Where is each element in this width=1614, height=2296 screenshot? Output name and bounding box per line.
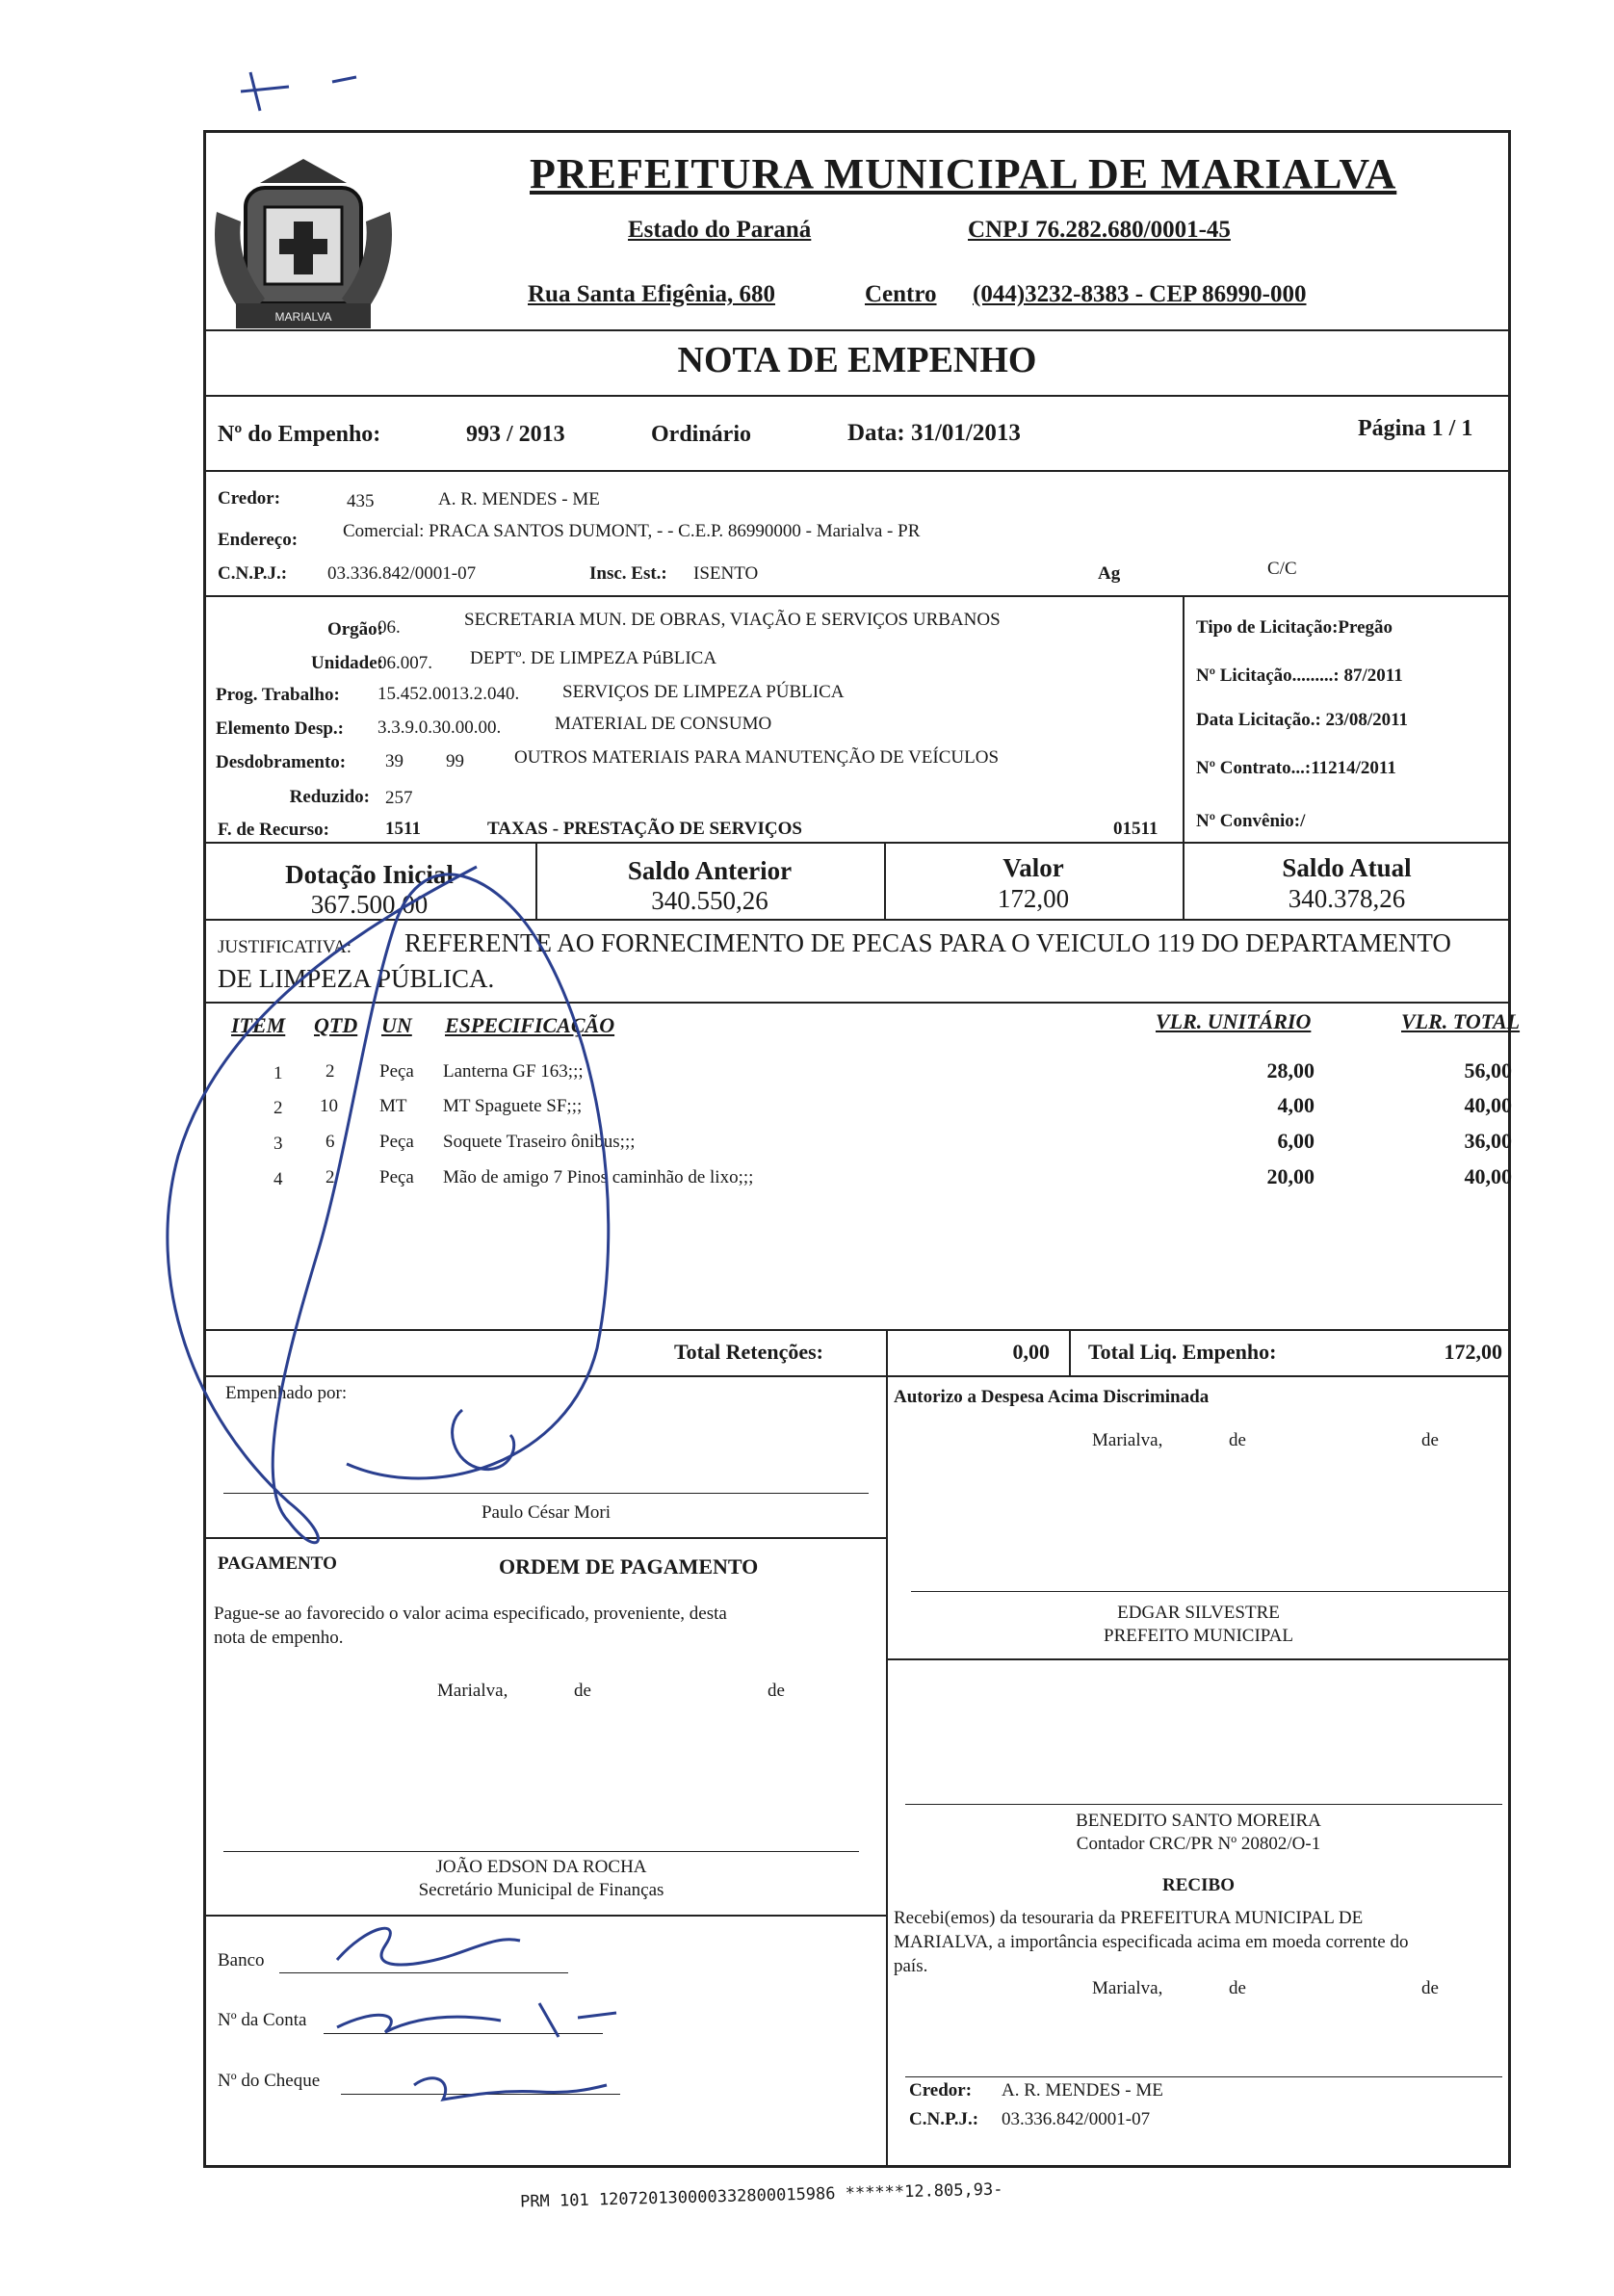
secretario-nome: JOÃO EDSON DA ROCHA [435, 1857, 647, 1877]
prefeito-cargo: PREFEITO MUNICIPAL [1104, 1626, 1293, 1646]
prefeito-nome: EDGAR SILVESTRE [1117, 1603, 1280, 1623]
retencoes-value: 0,00 [1012, 1340, 1050, 1364]
divider [1183, 595, 1184, 842]
item-qtd: 6 [325, 1132, 335, 1152]
item-espec: Mão de amigo 7 Pinos caminhão de lixo;;; [443, 1167, 754, 1187]
unidade-label: Unidade: [311, 653, 383, 673]
elemento-desc: MATERIAL DE CONSUMO [555, 714, 772, 734]
recurso-number: 01511 [1113, 819, 1158, 839]
credor-code: 435 [347, 491, 375, 511]
signature-line [223, 1851, 859, 1852]
item-total: 36,00 [1464, 1129, 1512, 1153]
divider [203, 395, 1511, 397]
col-qtd-header: QTD [314, 1013, 358, 1037]
credor-name: A. R. MENDES - ME [438, 489, 600, 509]
credor-address: Comercial: PRACA SANTOS DUMONT, - - C.E.P. 86990000 - Marialva - PR [343, 521, 921, 541]
desdobramento-code1: 39 [385, 751, 404, 771]
desdobramento-label: Desdobramento: [216, 752, 347, 772]
recibo-credor-nome: A. R. MENDES - ME [1002, 2080, 1163, 2100]
licitacao-tipo: Tipo de Licitação:Pregão [1196, 617, 1393, 638]
conta-line [324, 2033, 603, 2034]
licitacao-numero: Nº Licitação.........: 87/2011 [1196, 665, 1403, 686]
secretario-cargo: Secretário Municipal de Finanças [418, 1880, 664, 1900]
page-number: Página 1 / 1 [1358, 416, 1473, 441]
recurso-code: 1511 [385, 819, 421, 839]
marialva-label: Marialva, [1092, 1430, 1163, 1450]
recibo-cnpj-label: C.N.P.J.: [909, 2109, 979, 2129]
divider [886, 1375, 888, 2168]
saldo-anterior-label: Saldo Anterior [627, 856, 793, 885]
pague-text-line2: nota de empenho. [214, 1628, 344, 1648]
signature-line [911, 1591, 1508, 1592]
item-qtd: 10 [320, 1096, 338, 1116]
item-unit-price: 20,00 [1266, 1164, 1315, 1188]
item-espec: MT Spaguete SF;;; [443, 1096, 583, 1116]
item-qtd: 2 [325, 1061, 335, 1082]
ag-label: Ag [1098, 563, 1121, 584]
empenho-date: Data: 31/01/2013 [847, 420, 1021, 446]
prog-code: 15.452.0013.2.040. [377, 684, 520, 704]
marialva-label: Marialva, [437, 1681, 508, 1701]
divider [203, 1915, 887, 1917]
prog-desc: SERVIÇOS DE LIMPEZA PÚBLICA [562, 682, 845, 702]
saldo-atual-label: Saldo Atual [1282, 853, 1412, 882]
credor-cnpj: 03.336.842/0001-07 [327, 563, 477, 584]
empenho-number-label: Nº do Empenho: [218, 422, 381, 447]
reduzido-label: Reduzido: [289, 787, 370, 807]
recibo-title: RECIBO [1162, 1875, 1235, 1895]
endereco-label: Endereço: [218, 530, 299, 550]
col-un-header: UN [381, 1013, 412, 1037]
divider [203, 1329, 1511, 1331]
recurso-desc: TAXAS - PRESTAÇÃO DE SERVIÇOS [487, 819, 802, 839]
item-number: 4 [273, 1169, 283, 1189]
licitacao-contrato: Nº Contrato...:11214/2011 [1196, 758, 1396, 778]
divider [203, 1002, 1511, 1004]
item-un: Peça [379, 1061, 414, 1082]
item-unit-price: 4,00 [1277, 1093, 1315, 1117]
col-vlr-total-header: VLR. TOTAL [1401, 1009, 1521, 1033]
de-label: de [768, 1681, 785, 1701]
item-unit-price: 28,00 [1266, 1058, 1315, 1083]
divider [203, 595, 1511, 597]
conta-label: Nº da Conta [218, 2010, 307, 2030]
item-total: 40,00 [1464, 1093, 1512, 1117]
recibo-text-line3: país. [894, 1956, 928, 1976]
pague-text-line1: Pague-se ao favorecido o valor acima especificado, proveniente, desta [214, 1604, 727, 1624]
saldo-anterior-value: 340.550,26 [651, 886, 768, 915]
item-qtd: 2 [325, 1167, 335, 1187]
de-label: de [574, 1681, 591, 1701]
recibo-cnpj: 03.336.842/0001-07 [1002, 2109, 1151, 2129]
prog-label: Prog. Trabalho: [216, 685, 340, 705]
divider [203, 1375, 1511, 1377]
doc-title: NOTA DE EMPENHO [677, 340, 1037, 380]
valor-label: Valor [1002, 853, 1064, 882]
cnpj-header: CNPJ 76.282.680/0001-45 [968, 217, 1231, 243]
elemento-code: 3.3.9.0.30.00.00. [377, 718, 502, 738]
justificativa-label: JUSTIFICATIVA: [218, 937, 352, 957]
cc-label: C/C [1267, 559, 1297, 579]
banco-line [279, 1972, 568, 1973]
empenho-number: 993 / 2013 [466, 422, 565, 447]
col-vlr-unit-header: VLR. UNITÁRIO [1156, 1009, 1312, 1033]
de-label: de [1229, 1430, 1246, 1450]
svg-text:MARIALVA: MARIALVA [274, 310, 332, 324]
contador-cargo: Contador CRC/PR Nº 20802/O-1 [1076, 1834, 1321, 1854]
reduzido-code: 257 [385, 788, 413, 808]
recibo-text-line2: MARIALVA, a importância especificada acima em moeda corrente do [894, 1932, 1409, 1952]
recurso-label: F. de Recurso: [218, 820, 329, 840]
bairro-header: Centro [865, 281, 937, 307]
cheque-label: Nº do Cheque [218, 2071, 321, 2091]
licitacao-data: Data Licitação.: 23/08/2011 [1196, 710, 1409, 730]
item-un: Peça [379, 1132, 414, 1152]
recibo-text-line1: Recebi(emos) da tesouraria da PREFEITURA MUNICIPAL DE [894, 1908, 1364, 1928]
autorizo-label: Autorizo a Despesa Acima Discriminada [894, 1387, 1210, 1407]
endereco-header: Rua Santa Efigênia, 680 [528, 281, 775, 307]
col-espec-header: ESPECIFICAÇÃO [445, 1013, 615, 1037]
footer-code: PRM 101 120720130000332800015986 ******12.805,93- [519, 2179, 1003, 2212]
insc-label: Insc. Est.: [589, 563, 667, 584]
de-label: de [1229, 1978, 1246, 1998]
divider [203, 842, 1511, 844]
item-number: 2 [273, 1098, 283, 1118]
insc-value: ISENTO [693, 563, 759, 584]
justificativa-text-line2: DE LIMPEZA PÚBLICA. [218, 964, 495, 993]
de-label: de [1421, 1430, 1439, 1450]
credor-label: Credor: [218, 488, 281, 509]
total-liquido-value: 172,00 [1444, 1340, 1502, 1364]
item-number: 3 [273, 1134, 283, 1154]
item-total: 56,00 [1464, 1058, 1512, 1083]
divider [1069, 1329, 1071, 1375]
divider [886, 1329, 888, 1375]
divider [203, 470, 1511, 472]
item-espec: Lanterna GF 163;;; [443, 1061, 584, 1082]
empenhado-por-label: Empenhado por: [225, 1383, 348, 1403]
item-total: 40,00 [1464, 1164, 1512, 1188]
divider [203, 1537, 887, 1539]
retencoes-label: Total Retenções: [674, 1340, 823, 1364]
empenho-type: Ordinário [651, 422, 752, 447]
recibo-credor-label: Credor: [909, 2080, 973, 2100]
telefone-header: (044)3232-8383 - CEP 86990-000 [973, 281, 1307, 307]
item-un: MT [379, 1096, 407, 1116]
saldo-atual-value: 340.378,26 [1288, 884, 1406, 913]
cheque-line [341, 2094, 620, 2095]
coat-of-arms-icon [207, 154, 404, 342]
valor-value: 172,00 [997, 884, 1070, 913]
de-label: de [1421, 1978, 1439, 1998]
divider [203, 919, 1511, 921]
orgao-label: Orgão: [326, 619, 383, 639]
estado-text: Estado do Paraná [628, 217, 812, 243]
item-un: Peça [379, 1167, 414, 1187]
unidade-code: 06.007. [377, 653, 432, 673]
item-unit-price: 6,00 [1277, 1129, 1315, 1153]
justificativa-text-line1: REFERENTE AO FORNECIMENTO DE PECAS PARA O VEICULO 119 DO DEPARTAMENTO [404, 928, 1451, 957]
unidade-desc: DEPTº. DE LIMPEZA PúBLICA [470, 648, 717, 668]
banco-label: Banco [218, 1950, 265, 1970]
pagamento-label: PAGAMENTO [218, 1553, 337, 1574]
desdobramento-code2: 99 [446, 751, 464, 771]
col-item-header: ITEM [231, 1013, 286, 1037]
desdobramento-desc: OUTROS MATERIAIS PARA MANUTENÇÃO DE VEÍCULOS [514, 747, 1000, 768]
ordem-pagamento-title: ORDEM DE PAGAMENTO [499, 1554, 759, 1578]
dotacao-inicial-value: 367.500,00 [310, 890, 429, 919]
signature-line [223, 1493, 869, 1494]
item-number: 1 [273, 1063, 283, 1083]
cnpj-label: C.N.P.J.: [218, 563, 288, 584]
signature-line [905, 1804, 1502, 1805]
orgao-desc: SECRETARIA MUN. DE OBRAS, VIAÇÃO E SERVIÇOS URBANOS [464, 610, 1001, 630]
divider [886, 1658, 1511, 1660]
page-title: PREFEITURA MUNICIPAL DE MARIALVA [530, 150, 1397, 197]
dotacao-inicial-label: Dotação Inicial [285, 860, 454, 889]
divider [203, 329, 1511, 331]
total-liquido-label: Total Liq. Empenho: [1088, 1340, 1277, 1364]
orgao-code: 06. [377, 617, 401, 638]
licitacao-convenio: Nº Convênio:/ [1196, 811, 1306, 831]
contador-nome: BENEDITO SANTO MOREIRA [1076, 1811, 1321, 1831]
signature-line [905, 2076, 1502, 2077]
empenhado-nome: Paulo César Mori [481, 1502, 612, 1523]
item-espec: Soquete Traseiro ônibus;;; [443, 1132, 636, 1152]
elemento-label: Elemento Desp.: [216, 718, 344, 739]
marialva-label: Marialva, [1092, 1978, 1163, 1998]
